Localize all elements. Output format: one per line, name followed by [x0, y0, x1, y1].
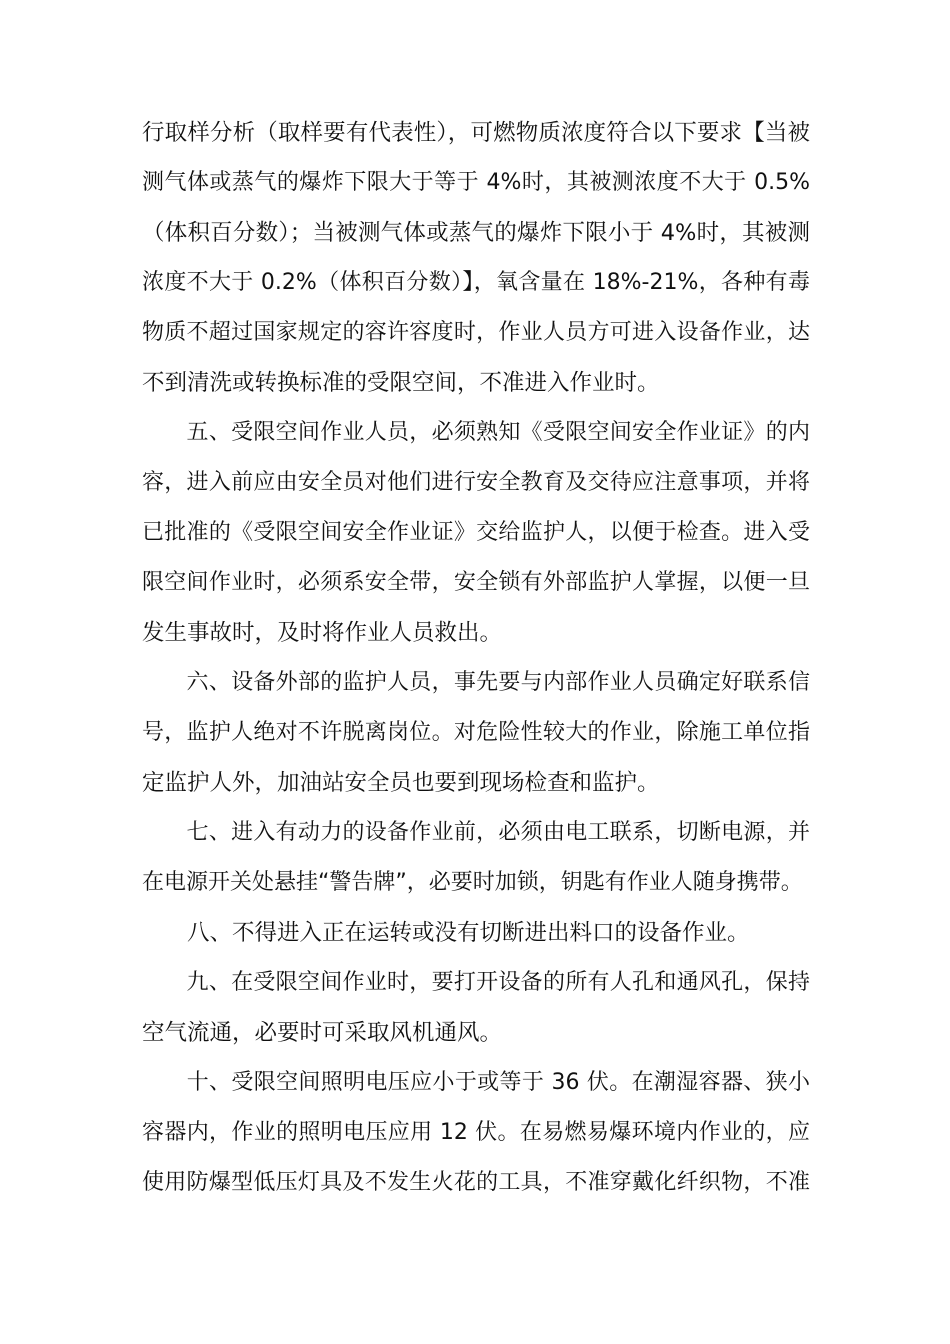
- text-line: 发生事故时，及时将作业人员救出。: [142, 620, 503, 646]
- text-line: 测气体或蒸气的爆炸下限大于等于 4%时，其被测浓度不大于 0.5%: [142, 170, 810, 195]
- text-line: 九、在受限空间作业时，要打开设备的所有人孔和通风孔，保持: [142, 970, 810, 995]
- document-page: [142, 108, 810, 1208]
- text-line: 五、受限空间作业人员，必须熟知《受限空间安全作业证》的内: [142, 420, 810, 445]
- text-line: 空气流通，必要时可采取风机通风。: [142, 1020, 503, 1046]
- text-line: 不到清洗或转换标准的受限空间，不准进入作业时。: [142, 370, 660, 396]
- text-line: 容器内，作业的照明电压应用 12 伏。在易燃易爆环境内作业的，应: [142, 1120, 810, 1145]
- text-line: 七、进入有动力的设备作业前，必须由电工联系，切断电源，并: [142, 820, 810, 845]
- text-line: 在电源开关处悬挂“警告牌”，必要时加锁，钥匙有作业人随身携带。: [142, 870, 803, 895]
- paragraph-item-5: [142, 408, 810, 658]
- text-line: 限空间作业时，必须系安全带，安全锁有外部监护人掌握，以便一旦: [142, 570, 810, 595]
- text-line: 已批准的《受限空间安全作业证》交给监护人，以便于检查。进入受: [142, 520, 810, 545]
- text-line: 八、不得进入正在运转或没有切断进出料口的设备作业。: [142, 920, 750, 946]
- paragraph-item-8: [142, 908, 810, 958]
- text-line: 物质不超过国家规定的容许容度时，作业人员方可进入设备作业，达: [142, 320, 810, 345]
- text-line: 容，进入前应由安全员对他们进行安全教育及交待应注意事项，并将: [142, 470, 810, 495]
- text-line: 使用防爆型低压灯具及不发生火花的工具，不准穿戴化纤织物，不准: [142, 1170, 810, 1195]
- paragraph-item-6: [142, 658, 810, 808]
- text-line: （体积百分数）；当被测气体或蒸气的爆炸下限小于 4%时，其被测: [142, 220, 810, 246]
- text-line: 号，监护人绝对不许脱离岗位。对危险性较大的作业，除施工单位指: [142, 720, 810, 745]
- text-line: 十、受限空间照明电压应小于或等于 36 伏。在潮湿容器、狭小: [142, 1070, 810, 1095]
- text-line: 定监护人外，加油站安全员也要到现场检查和监护。: [142, 770, 660, 796]
- paragraph-item-9: [142, 958, 810, 1058]
- text-line: 浓度不大于 0.2%（体积百分数）】，氧含量在 18%-21%，各种有毒: [142, 270, 810, 295]
- paragraph-continued: [142, 108, 810, 408]
- paragraph-item-10: [142, 1058, 810, 1208]
- paragraph-item-7: [142, 808, 810, 908]
- text-line: 六、设备外部的监护人员，事先要与内部作业人员确定好联系信: [142, 670, 810, 695]
- text-line: 行取样分析（取样要有代表性），可燃物质浓度符合以下要求【当被: [142, 120, 810, 146]
